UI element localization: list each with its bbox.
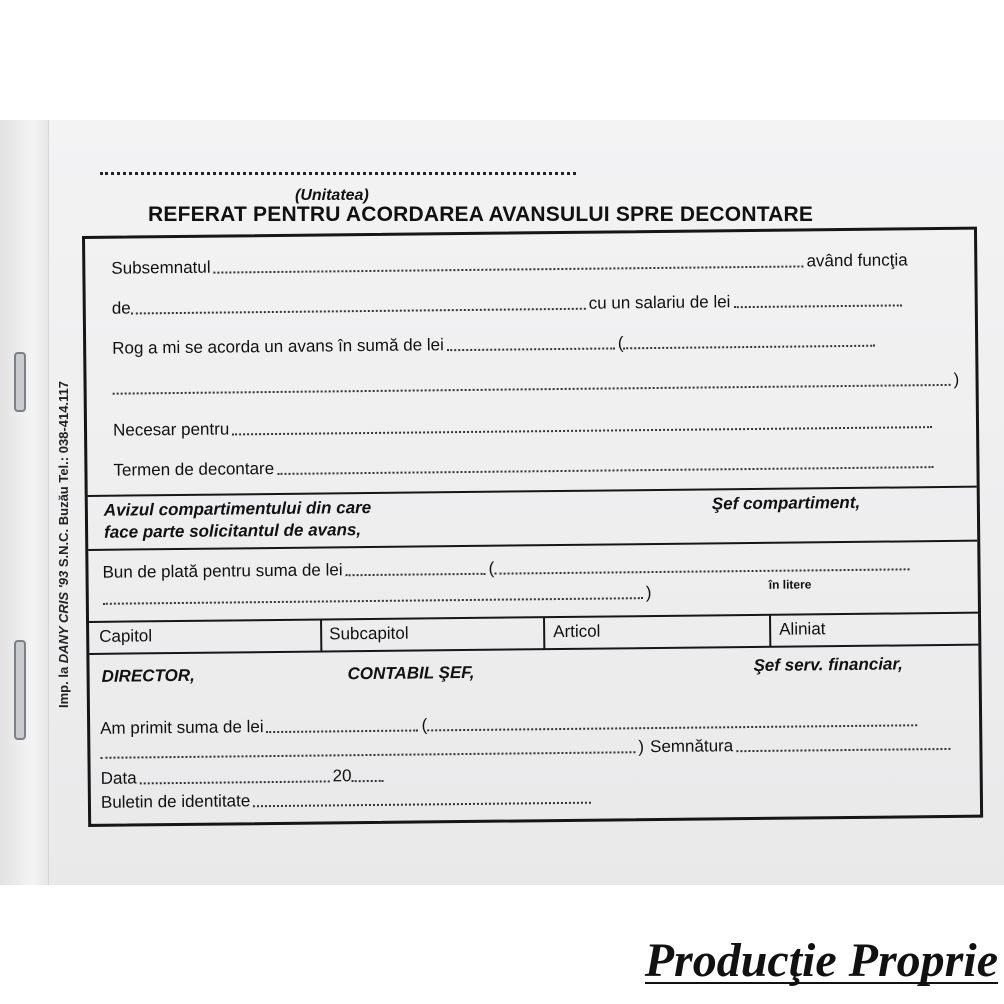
salary-field[interactable] (733, 304, 901, 308)
deadline-field[interactable] (277, 466, 933, 475)
close-paren-3: ) (638, 737, 645, 757)
row-termen (113, 452, 936, 481)
staple-bottom (14, 640, 26, 740)
received-words-field[interactable] (427, 724, 917, 731)
signature-field[interactable] (736, 748, 950, 752)
buletin-label: Buletin de identitate (100, 791, 251, 812)
year-prefix: 20 (332, 766, 352, 786)
semnatura-label: Semnătura (649, 736, 734, 757)
purpose-field[interactable] (232, 426, 932, 435)
open-paren: ( (617, 333, 624, 353)
year-field[interactable] (352, 780, 384, 782)
unit-dotted-line (100, 172, 576, 175)
director-label: DIRECTOR, (101, 665, 195, 686)
row-avans (112, 331, 879, 359)
imprint-prefix: Imp. la (56, 663, 71, 708)
avand-functia-label: având funcţia (806, 250, 908, 271)
row-necesar (113, 412, 935, 441)
row-data (101, 766, 387, 789)
date-field[interactable] (140, 780, 330, 784)
sef-financiar-label: Şef serv. financiar, (753, 654, 903, 675)
rog-label: Rog a mi se acorda un avans în sumă de lei (112, 335, 444, 358)
termen-label: Termen de decontare (113, 459, 275, 480)
row-functia (112, 290, 905, 318)
approved-amount-field[interactable] (346, 573, 486, 576)
articol-cell: Articol (553, 621, 601, 642)
divider-4 (89, 644, 978, 655)
row-bun-cont (103, 583, 652, 609)
form-frame (82, 227, 983, 827)
row-buletin (101, 788, 595, 813)
function-field[interactable] (131, 308, 586, 315)
in-litere-label: în litere (768, 577, 812, 592)
imprint-suffix: S.N.C. Buzău Tel.: 038-414.117 (56, 380, 71, 571)
aviz-line-1: Avizul compartimentului din care (103, 497, 372, 520)
contabil-label: CONTABIL ŞEF, (347, 662, 475, 684)
aliniat-cell: Aliniat (779, 619, 826, 639)
advance-words-field[interactable] (624, 345, 876, 350)
row-avans-cont (112, 370, 959, 399)
brand-watermark (645, 933, 998, 988)
approved-words-field[interactable] (494, 568, 909, 574)
close-paren: ) (953, 369, 960, 389)
subcapitol-cell: Subcapitol (329, 623, 409, 644)
col-divider-1 (320, 620, 322, 652)
advance-words-field-cont[interactable] (113, 384, 951, 395)
booklet-spine (0, 120, 49, 885)
printer-imprint (56, 381, 71, 708)
col-divider-2 (543, 617, 545, 649)
watermark-text: Producţie Proprie (644, 934, 998, 987)
row-subsemnatul (111, 250, 908, 278)
form-title: REFERAT PENTRU ACORDAREA AVANSULUI SPRE DECONTARE (148, 203, 814, 226)
subsemnatul-label: Subsemnatul (111, 257, 211, 278)
received-amount-field[interactable] (267, 730, 419, 734)
staple-top (14, 352, 26, 412)
open-paren-3: ( (421, 715, 428, 735)
de-label: de (111, 298, 131, 318)
id-card-field[interactable] (253, 802, 591, 808)
sef-compartiment-label: Şef compartiment, (711, 492, 861, 514)
row-semnatura (100, 734, 953, 763)
received-words-field-cont[interactable] (100, 751, 635, 759)
advance-amount-field[interactable] (447, 347, 615, 351)
open-paren-2: ( (488, 558, 495, 578)
unit-label: (Unitatea) (295, 187, 369, 204)
close-paren-2: ) (645, 583, 652, 603)
col-divider-3 (769, 615, 771, 647)
capitol-cell: Capitol (99, 626, 153, 646)
approved-words-field-cont[interactable] (103, 597, 643, 605)
bun-de-plata-label: Bun de plată pentru suma de lei (102, 560, 343, 582)
aviz-line-2: face parte solicitantul de avans, (104, 520, 362, 542)
am-primit-label: Am primit suma de lei (100, 717, 264, 738)
name-field[interactable] (214, 265, 804, 273)
data-label: Data (100, 768, 137, 788)
salariu-label: cu un salariu de lei (588, 292, 731, 313)
divider-3 (89, 612, 978, 623)
imprint-brand: DANY CRIS '93 (56, 570, 71, 664)
watermark-underline (645, 982, 998, 984)
necesar-label: Necesar pentru (112, 419, 230, 440)
